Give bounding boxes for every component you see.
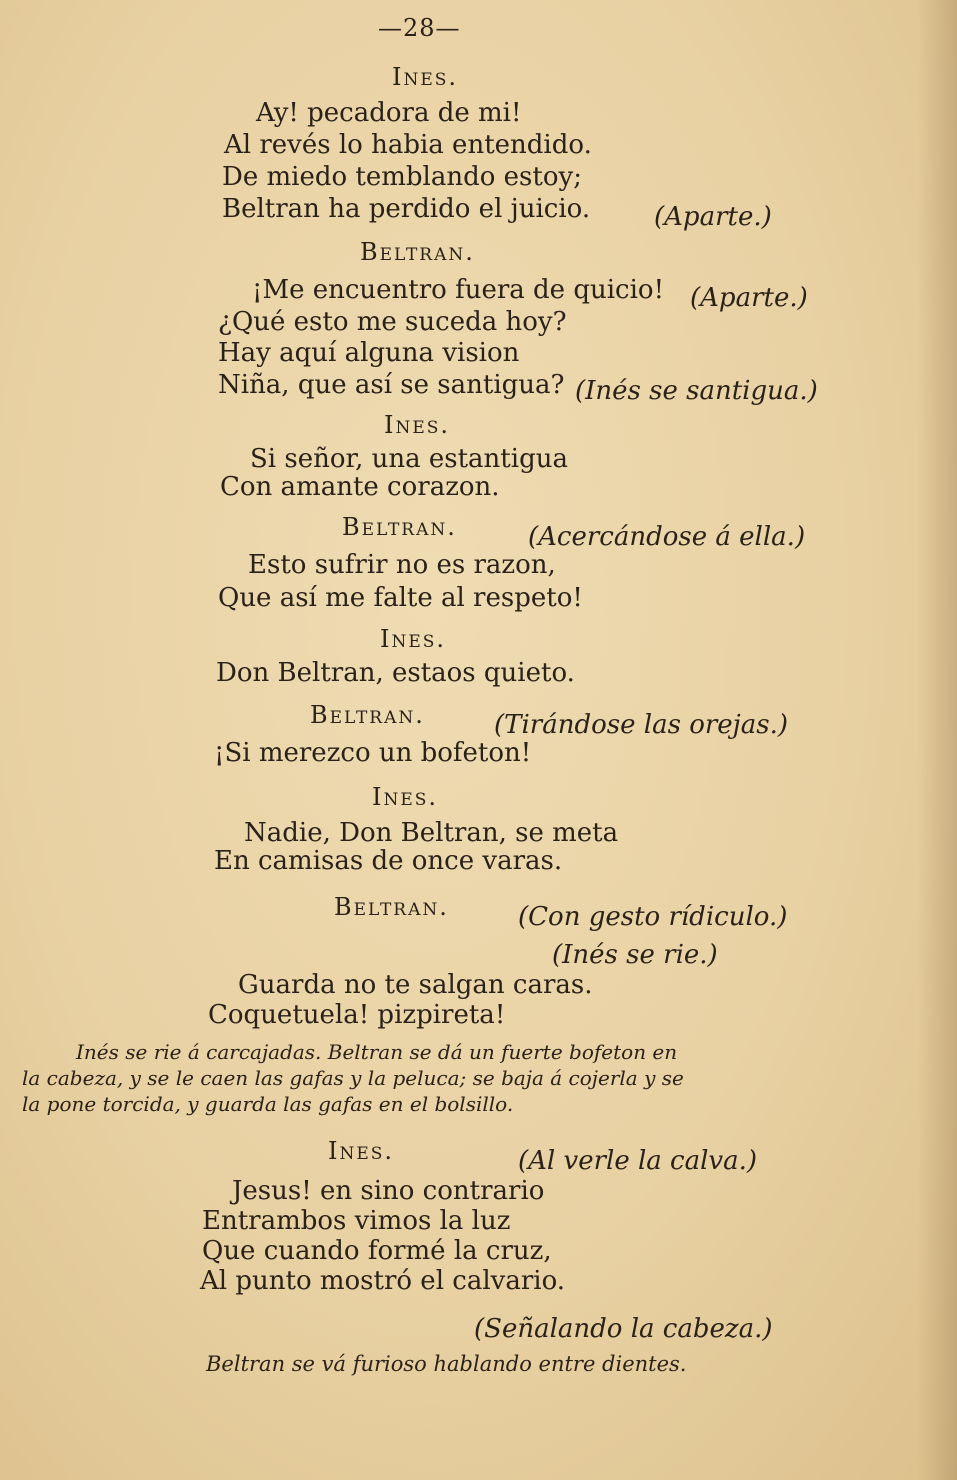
verse-line: En camisas de once varas. [214,846,563,876]
verse-line: ¿Qué esto me suceda hoy? [218,307,567,337]
stage-direction: (Tirándose las orejas.) [494,710,788,740]
verse-line: De miedo temblando estoy; [222,162,582,192]
speaker-ines: Ines. [380,625,447,653]
verse-line: ¡Me encuentro fuera de quicio! [252,275,665,305]
verse-line: Si señor, una estantigua [250,444,568,474]
stage-direction: (Inés se santigua.) [575,376,818,406]
speaker-beltran: Beltran. [342,513,457,541]
stage-direction: (Aparte.) [690,283,808,313]
page-number: —28— [378,14,461,42]
stage-direction: (Con gesto rídiculo.) [518,902,788,932]
speaker-ines: Ines. [328,1137,395,1165]
speaker-beltran: Beltran. [360,238,475,266]
verse-line: Guarda no te salgan caras. [238,970,593,1000]
stage-note: la cabeza, y se le caen las gafas y la peluca; se baja á cojerla y se [22,1066,684,1090]
stage-direction: (Inés se rie.) [552,940,718,970]
stage-note: Beltran se vá furioso hablando entre dientes. [206,1352,687,1376]
verse-line: Al punto mostró el calvario. [200,1266,566,1296]
speaker-beltran: Beltran. [310,701,425,729]
speaker-ines: Ines. [384,411,451,439]
verse-line: Nadie, Don Beltran, se meta [244,818,619,848]
stage-direction: (Acercándose á ella.) [528,522,806,552]
verse-line: Que así me falte al respeto! [218,583,583,613]
verse-line: Al revés lo habia entendido. [224,130,592,160]
verse-line: Con amante corazon. [220,472,500,502]
stage-note: la pone torcida, y guarda las gafas en el bolsillo. [22,1092,514,1116]
page-edge-shadow [917,0,957,1480]
verse-line: Beltran ha perdido el juicio. [222,194,591,224]
verse-line: Hay aquí alguna vision [218,338,520,368]
verse-line: Niña, que así se santigua? [218,370,565,400]
verse-line: Entrambos vimos la luz [202,1206,511,1236]
speaker-ines: Ines. [372,783,439,811]
verse-line: Ay! pecadora de mi! [256,98,522,128]
speaker-beltran: Beltran. [334,893,449,921]
verse-line: Esto sufrir no es razon, [248,550,556,580]
verse-line: Coquetuela! pizpireta! [208,1000,506,1030]
verse-line: Que cuando formé la cruz, [202,1236,552,1266]
stage-note: Inés se rie á carcajadas. Beltran se dá un fuerte bofeton en [76,1040,678,1064]
stage-direction: (Señalando la cabeza.) [474,1314,773,1344]
stage-direction: (Aparte.) [654,202,772,232]
verse-line: Jesus! en sino contrario [232,1176,545,1206]
verse-line: ¡Si merezco un bofeton! [214,738,532,768]
verse-line: Don Beltran, estaos quieto. [216,658,575,688]
stage-direction: (Al verle la calva.) [518,1146,758,1176]
speaker-ines: Ines. [392,63,459,91]
